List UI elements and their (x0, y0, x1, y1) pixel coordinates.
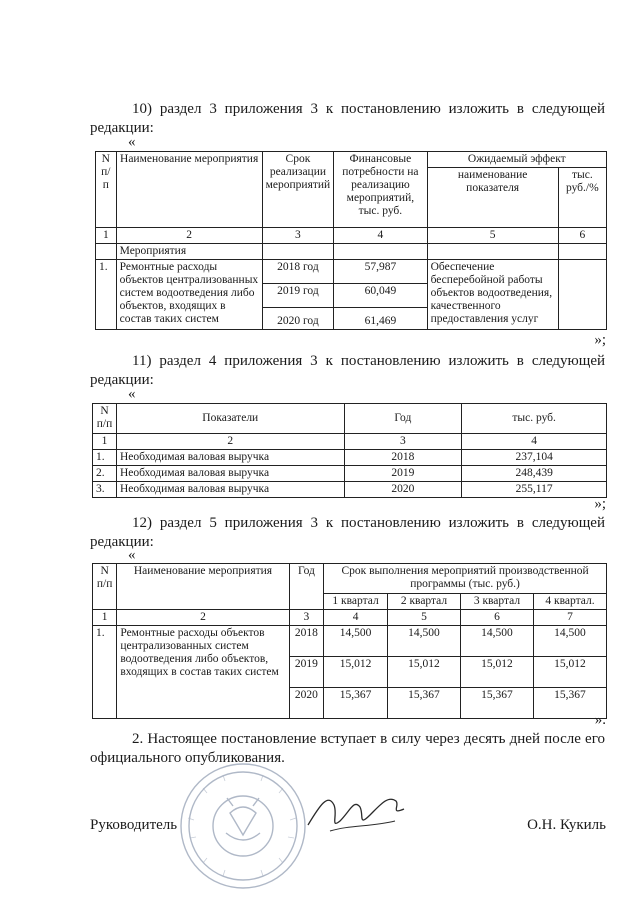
t1-column-number: 3 (262, 228, 334, 244)
t2-row-n: 1. (93, 450, 117, 466)
t3-row-name: Ремонтные расходы объектов централизованных систем водоотведения либо объектов, входящих в состав таких систем (117, 626, 289, 719)
t1-year: 2018 год (262, 260, 334, 284)
t3-row-value: 15,012 (324, 657, 388, 688)
t3-row-value: 15,012 (533, 657, 606, 688)
t2-row-year: 2019 (344, 466, 462, 482)
t3-row-value: 15,367 (460, 688, 533, 719)
t2-row-indicator: Необходимая валовая выручка (116, 450, 344, 466)
quote-close-3: ». (594, 712, 606, 728)
t3-row-n: 1. (93, 626, 117, 719)
table-row (93, 466, 607, 482)
t3-header-term: Срок выполнения мероприятий производственной программы (тыс. руб.) (324, 564, 607, 594)
t2-number-row (93, 434, 607, 450)
t1-header-indicator: наименование показателя (427, 168, 558, 228)
t2-column-number: 3 (344, 434, 462, 450)
t1-header-term: Срок реализации мероприятий (262, 152, 334, 228)
t3-row-year: 2018 (289, 626, 323, 657)
t1-column-number: 2 (116, 228, 262, 244)
quote-close-2: »; (594, 496, 606, 512)
t1-header-fin: Финансовые потребности на реализацию мероприятий, тыс. руб. (334, 152, 427, 228)
table-row (93, 482, 607, 498)
t1-row-name: Ремонтные расходы объектов централизованных систем водоотведения либо объектов, входящих в состав таких систем (116, 260, 262, 330)
t1-year: 2020 год (262, 308, 334, 330)
t3-column-number: 5 (388, 610, 461, 626)
t1-column-number: 1 (96, 228, 117, 244)
t3-row-year: 2019 (289, 657, 323, 688)
t3-column-number: 2 (117, 610, 289, 626)
t1-value: 61,469 (334, 308, 427, 330)
table-section-4 (92, 403, 607, 498)
t1-year: 2019 год (262, 284, 334, 308)
t1-column-number: 6 (558, 228, 606, 244)
t2-row-value: 255,117 (462, 482, 607, 498)
t3-row-value: 14,500 (388, 626, 461, 657)
quote-open: « (128, 386, 136, 402)
official-seal-icon (168, 758, 318, 893)
t3-row-value: 15,367 (388, 688, 461, 719)
signer-name: О.Н. Кукиль (527, 817, 606, 833)
t2-header-val: тыс. руб. (462, 404, 607, 434)
handwritten-signature-icon (300, 785, 410, 840)
t3-column-number: 7 (533, 610, 606, 626)
t2-header-year: Год (344, 404, 462, 434)
t1-section-label: Мероприятия (116, 244, 262, 260)
t3-number-row (93, 610, 607, 626)
t3-row-value: 14,500 (533, 626, 606, 657)
t3-header-year: Год (289, 564, 323, 610)
paragraph-10: 10) раздел 3 приложения 3 к постановлению изложить в следующей редакции: (90, 101, 605, 136)
table-section-5 (92, 563, 607, 719)
t2-header-n: N п/п (93, 404, 117, 434)
t1-header-unit: тыс. руб./% (558, 168, 606, 228)
t2-row-n: 3. (93, 482, 117, 498)
table-row (93, 450, 607, 466)
table-row (93, 626, 607, 657)
t2-row-year: 2020 (344, 482, 462, 498)
paragraph-2-effective-date: 2. Настоящее постановление вступает в силу через десять дней после его официального опубликования. (90, 731, 605, 766)
t3-row-value: 15,367 (324, 688, 388, 719)
t1-header-effect: Ожидаемый эффект (427, 152, 606, 168)
t2-column-number: 2 (116, 434, 344, 450)
table-section-3 (95, 151, 607, 330)
quote-close-1: »; (594, 332, 606, 348)
t1-number-row (96, 228, 607, 244)
t3-quarter-header: 4 квартал. (533, 594, 606, 610)
t2-row-indicator: Необходимая валовая выручка (116, 482, 344, 498)
paragraph-11: 11) раздел 4 приложения 3 к постановлению изложить в следующей редакции: (90, 353, 605, 388)
t3-row-value: 14,500 (460, 626, 533, 657)
t1-value: 60,049 (334, 284, 427, 308)
t2-column-number: 4 (462, 434, 607, 450)
t3-column-number: 3 (289, 610, 323, 626)
t3-column-number: 1 (93, 610, 117, 626)
t3-row-value: 15,012 (388, 657, 461, 688)
t1-header-name: Наименование мероприятия (116, 152, 262, 228)
t2-row-value: 237,104 (462, 450, 607, 466)
t2-row-indicator: Необходимая валовая выручка (116, 466, 344, 482)
paragraph-12: 12) раздел 5 приложения 3 к постановлению изложить в следующей редакции: (90, 515, 605, 550)
t1-row-effect: Обеспечение бесперебойной работы объектов водоотведения, качественного предоставления услуг (427, 260, 558, 330)
t3-quarter-header: 1 квартал (324, 594, 388, 610)
t2-row-value: 248,439 (462, 466, 607, 482)
quote-open: « (128, 134, 136, 150)
t2-row-year: 2018 (344, 450, 462, 466)
t3-row-value: 15,012 (460, 657, 533, 688)
t3-column-number: 6 (460, 610, 533, 626)
t3-row-year: 2020 (289, 688, 323, 719)
t1-row-n: 1. (96, 260, 117, 330)
t3-row-value: 14,500 (324, 626, 388, 657)
quote-open: « (128, 547, 136, 563)
signer-title: Руководитель (90, 817, 178, 833)
t1-column-number: 5 (427, 228, 558, 244)
t3-column-number: 4 (324, 610, 388, 626)
t3-header-name: Наименование мероприятия (117, 564, 289, 610)
t3-quarter-header: 3 квартал (460, 594, 533, 610)
t3-header-n: N п/п (93, 564, 117, 610)
t2-header-ind: Показатели (116, 404, 344, 434)
t3-row-value: 15,367 (533, 688, 606, 719)
t2-row-n: 2. (93, 466, 117, 482)
t1-column-number: 4 (334, 228, 427, 244)
t3-quarter-header: 2 квартал (388, 594, 461, 610)
t2-column-number: 1 (93, 434, 117, 450)
t1-header-n: N п/ п (96, 152, 117, 228)
t1-value: 57,987 (334, 260, 427, 284)
